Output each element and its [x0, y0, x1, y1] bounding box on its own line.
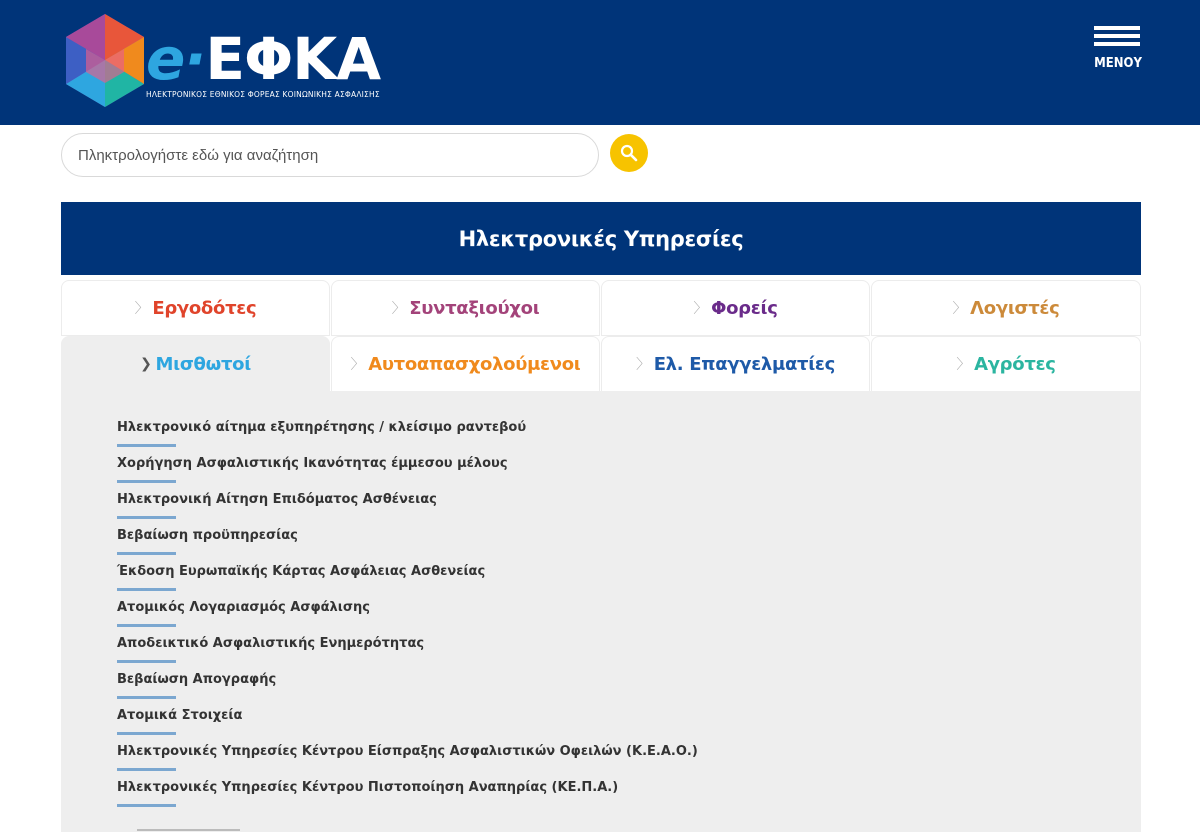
- service-link[interactable]: Χορήγηση Ασφαλιστικής Ικανότητας έμμεσου μέλους: [117, 456, 508, 471]
- service-link[interactable]: Βεβαίωση προϋπηρεσίας: [117, 528, 298, 543]
- service-link[interactable]: Ατομικά Στοιχεία: [117, 708, 243, 723]
- list-item: [117, 563, 698, 599]
- service-link[interactable]: Βεβαίωση Απογραφής: [117, 672, 277, 687]
- tab-employees[interactable]: ❯ Μισθωτοί: [61, 336, 330, 392]
- list-item: [117, 455, 698, 491]
- search-input[interactable]: [61, 133, 599, 177]
- logo-wordmark: e·ΕΦΚΑ: [146, 25, 381, 93]
- list-item: [117, 707, 698, 743]
- list-item: [117, 779, 698, 815]
- search-icon: [620, 144, 638, 162]
- link-underline: [117, 624, 176, 627]
- efka-logo[interactable]: [60, 12, 380, 110]
- tab-professionals[interactable]: 〉 Ελ. Επαγγελματίες: [601, 336, 870, 392]
- list-item: [117, 599, 698, 635]
- tab-accountants[interactable]: 〉 Λογιστές: [871, 280, 1141, 336]
- chevron-right-icon: 〉: [635, 357, 650, 373]
- chevron-right-icon: 〉: [391, 301, 406, 317]
- service-link[interactable]: Έκδοση Ευρωπαϊκής Κάρτας Ασφάλειας Ασθενείας: [117, 564, 486, 579]
- tab-agencies[interactable]: 〉 Φορείς: [601, 280, 870, 336]
- link-underline: [117, 552, 176, 555]
- link-underline: [117, 732, 176, 735]
- link-underline: [117, 480, 176, 483]
- service-link[interactable]: Ηλεκτρονικές Υπηρεσίες Κέντρου Πιστοποίηση Αναπηρίας (ΚΕ.Π.Α.): [117, 780, 619, 795]
- link-underline: [117, 444, 176, 447]
- services-title: Ηλεκτρονικές Υπηρεσίες: [61, 202, 1141, 275]
- list-item: [117, 491, 698, 527]
- chevron-right-icon: 〉: [134, 301, 149, 317]
- service-link[interactable]: Αποδεικτικό Ασφαλιστικής Ενημερότητας: [117, 636, 425, 651]
- list-item: [117, 671, 698, 707]
- link-underline: [117, 516, 176, 519]
- service-link[interactable]: Ηλεκτρονική Αίτηση Επιδόματος Ασθένειας: [117, 492, 437, 507]
- link-underline: [117, 696, 176, 699]
- chevron-right-icon: 〉: [350, 357, 365, 373]
- tab-farmers[interactable]: 〉 Αγρότες: [871, 336, 1141, 392]
- menu-label: ΜΕΝΟΥ: [1094, 56, 1142, 71]
- link-underline: [117, 588, 176, 591]
- search-button[interactable]: [610, 134, 648, 172]
- tab-pensioners[interactable]: 〉 Συνταξιούχοι: [331, 280, 600, 336]
- site-header: [0, 0, 1200, 125]
- list-item: [117, 419, 698, 455]
- chevron-right-icon: 〉: [952, 301, 967, 317]
- logo-subtitle: ΗΛΕΚΤΡΟΝΙΚΟΣ ΕΘΝΙΚΟΣ ΦΟΡΕΑΣ ΚΟΙΝΩΝΙΚΗΣ ΑΣΦΑΛΙΣΗΣ: [146, 90, 380, 99]
- tab-employers[interactable]: 〉 Εργοδότες: [61, 280, 330, 336]
- service-link[interactable]: Ατομικός Λογαριασμός Ασφάλισης: [117, 600, 370, 615]
- link-underline: [117, 660, 176, 663]
- divider: [137, 829, 240, 831]
- hamburger-icon: [1094, 26, 1140, 50]
- list-item: [117, 635, 698, 671]
- service-link[interactable]: Ηλεκτρονικό αίτημα εξυπηρέτησης / κλείσιμο ραντεβού: [117, 420, 527, 435]
- list-item: [117, 743, 698, 779]
- hexagon-logo-icon: [60, 12, 150, 110]
- chevron-right-icon: ❯: [140, 356, 152, 372]
- menu-button[interactable]: [1090, 26, 1146, 72]
- chevron-right-icon: 〉: [693, 301, 708, 317]
- chevron-right-icon: 〉: [956, 357, 971, 373]
- service-links: [117, 419, 698, 815]
- list-item: [117, 527, 698, 563]
- services-panel: [61, 391, 1141, 832]
- link-underline: [117, 804, 176, 807]
- tab-self-employed[interactable]: 〉 Αυτοαπασχολούμενοι: [331, 336, 600, 392]
- service-link[interactable]: Ηλεκτρονικές Υπηρεσίες Κέντρου Είσπραξης Ασφαλιστικών Οφειλών (Κ.Ε.Α.Ο.): [117, 744, 698, 759]
- link-underline: [117, 768, 176, 771]
